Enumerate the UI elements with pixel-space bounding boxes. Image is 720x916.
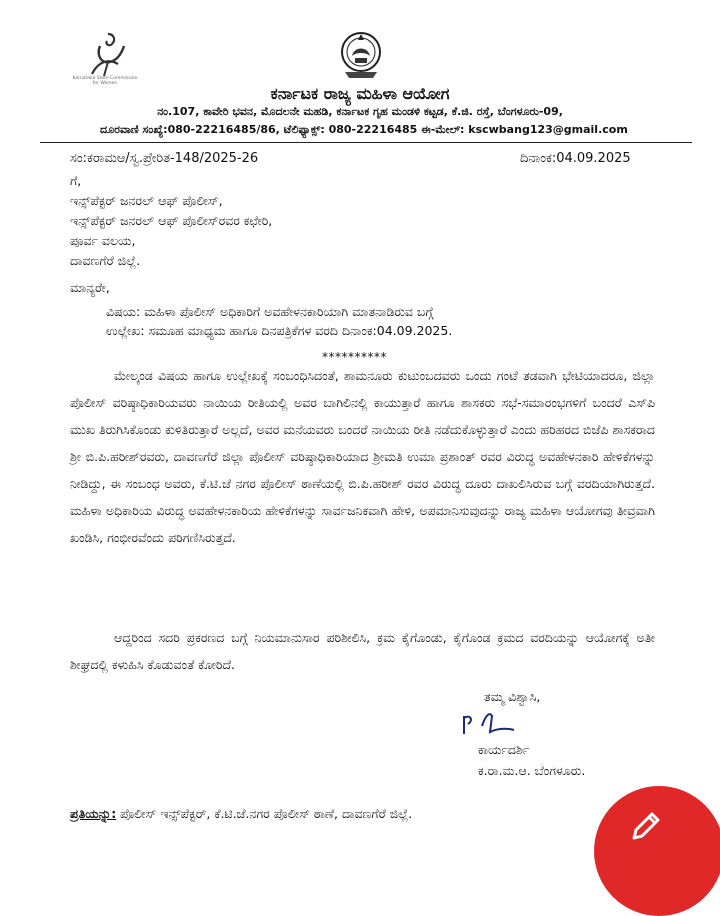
reference-line: ಉಲ್ಲೇಖ: ಸಮೂಹ ಮಾಧ್ಯಮ ಹಾಗೂ ದಿನಪತ್ರಿಕೆಗಳ ವರದಿ ದಿನಾಂಕ:04.09.2025.	[106, 323, 453, 338]
edit-button[interactable]	[594, 786, 720, 916]
body-paragraph-1: ಮೇಲ್ಕಂಡ ವಿಷಯ ಹಾಗೂ ಉಲ್ಲೇಖಕ್ಕೆ ಸಂಬಂಧಿಸಿದಂತೆ, ಶಾಮನೂರು ಕುಟುಂಬದವರು ಒಂದು ಗಂಟೆ ತಡವಾಗಿ ಭೇಟಿಯಾದರೂ, ಜಿಲ್ಲಾ ಪೊಲೀಸ್ ವರಿಷ್ಠಾಧಿಕಾರಿಯವರು ನಾಯಿಯ ರೀತಿಯಲ್ಲಿ ಅವರ ಬಾಗಿಲಿನಲ್ಲಿ ಕಾಯುತ್ತಾರೆ ಹಾಗೂ ಶಾಸಕರು ಸಭೆ-ಸಮಾರಂಭಗಳಿಗೆ ಬಂದರೆ ಎಸ್‌ಪಿ ಮುಖ ತಿರುಗಿಸಿಕೊಂಡು ಕುಳಿತಿರುತ್ತಾರೆ ಅಲ್ಲದೆ, ಅವರ ಮನೆಯವರು ಬಂದರೆ ನಾಯಿಯ ರೀತಿ ನಡೆದುಕೊಳ್ಳುತ್ತಾರೆ ಎಂದು ಹರಿಹರದ ಬಿಜೆಪಿ ಶಾಸಕರಾದ ಶ್ರೀ ಬಿ.ಪಿ.ಹರೀಶ್‌ರವರು, ದಾವಣಗೆರೆ ಜಿಲ್ಲಾ ಪೊಲೀಸ್ ವರಿಷ್ಠಾಧಿಕಾರಿಯಾದ ಶ್ರೀಮತಿ ಉಮಾ ಪ್ರಶಾಂತ್ ರವರ ವಿರುದ್ಧ ಅವಹೇಳನಕಾರಿ ಹೇಳಿಕೆಗಳನ್ನು ನೀಡಿದ್ದು, ಈ ಸಂಬಂಧ ಅವರು, ಕೆ.ಟಿ.ಜೆ ನಗರ ಪೊಲೀಸ್ ಠಾಣೆಯಲ್ಲಿ ಬಿ.ಪಿ.ಹರೀಶ್ ರವರ ವಿರುದ್ಧ ದೂರು ದಾಖಲಿಸಿರುವ ಬಗ್ಗೆ ವರದಿಯಾಗಿರುತ್ತದೆ. ಮಹಿಳಾ ಅಧಿಕಾರಿಯ ವಿರುದ್ಧ ಅವಹೇಳನಕಾರಿಯ ಹೇಳಿಕೆಗಳನ್ನು ಸಾರ್ವಜನಿಕವಾಗಿ ಹೇಳಿ, ಅಪಮಾನಿಸುವುದನ್ನು ರಾಜ್ಯ ಮಹಿಳಾ ಆಯೋಗವು ತೀವ್ರವಾಗಿ ಖಂಡಿಸಿ, ಗಂಭೀರವೆಂದು ಪರಿಗಣಿಸಿರುತ್ತದೆ.	[70, 368, 655, 545]
subject-block	[106, 302, 452, 340]
subject-line: ವಿಷಯ: ಮಹಿಳಾ ಪೊಲೀಸ್ ಅಧಿಕಾರಿಗೆ ಅವಹೇಳನಕಾರಿಯಾಗಿ ಮಾತನಾಡಿರುವ ಬಗ್ಗೆ	[106, 304, 434, 319]
recipient-line: ಇನ್ಸ್‌ಪೆಕ್ಟರ್ ಜನರಲ್ ಆಫ್ ಪೊಲೀಸ್‌ರವರ ಕಛೇರಿ,	[70, 213, 273, 228]
contact-details: ದೂರವಾಣಿ ಸಂಖ್ಯೆ:080-22216485/86, ಟೆಲಿಫ್ಯಾಕ್ಸ್: 080-22216485 ಈ-ಮೇಲ್: kscwbang123@gmail.com	[100, 123, 628, 136]
office-address: ನಂ.107, ಕಾವೇರಿ ಭವನ, ಮೊದಲನೇ ಮಹಡಿ, ಕರ್ನಾಟಕ ಗೃಹ ಮಂಡಳಿ ಕಟ್ಟಡ, ಕೆ.ಜಿ. ರಸ್ತೆ, ಬೆಂಗಳೂರು-09,	[157, 105, 563, 118]
signatory-office: ಕ.ರಾ.ಮ.ಆ. ಬೆಂಗಳೂರು.	[478, 763, 586, 778]
signatory-designation: ಕಾರ್ಯದರ್ಶಿ	[478, 742, 530, 757]
edit-pencil-icon	[622, 808, 662, 842]
recipient-address	[70, 171, 272, 271]
reference-number: ಸಂ:ಕರಾಮಆ/ಸ್ವ.ಪ್ರೇರಿತ-148/2025-26	[70, 151, 259, 166]
copy-to-text: ಪೊಲೀಸ್ ಇನ್ಸ್‌ಪೆಕ್ಟರ್, ಕೆ.ಟಿ.ಜೆ.ನಗರ ಪೊಲೀಸ್ ಠಾಣೆ, ದಾವಣಗೆರೆ ಜಿಲ್ಲೆ.	[116, 806, 413, 821]
header-divider	[40, 142, 692, 143]
copy-to-label: ಪ್ರತಿಯನ್ನು:	[70, 806, 117, 821]
logo-caption: Karnataka State Commission for Women	[72, 76, 138, 86]
body-paragraph-2: ಆದ್ದರಿಂದ ಸದರಿ ಪ್ರಕರಣದ ಬಗ್ಗೆ ನಿಯಮಾನುಸಾರ ಪರಿಶೀಲಿಸಿ, ಕ್ರಮ ಕೈಗೊಂಡು, ಕೈಗೊಂಡ ಕ್ರಮದ ವರದಿಯನ್ನು ಆಯೋಗಕ್ಕೆ ಅತೀ ಶೀಘ್ರದಲ್ಲಿ ಕಳುಹಿಸಿ ಕೊಡುವಂತೆ ಕೋರಿದೆ.	[70, 630, 655, 672]
letter-date: ದಿನಾಂಕ:04.09.2025	[520, 151, 631, 166]
signature-mark	[454, 706, 524, 740]
recipient-line: ಇನ್ಸ್‌ಪೆಕ್ಟರ್ ಜನರಲ್ ಆಫ್ ಪೊಲೀಸ್,	[70, 193, 223, 208]
separator: **********	[322, 350, 387, 364]
copy-to	[70, 806, 412, 822]
closing: ತಮ್ಮ ವಿಶ್ವಾಸಿ,	[484, 689, 541, 704]
recipient-line: ಪೂರ್ವ ವಲಯ,	[70, 233, 136, 248]
salutation: ಮಾನ್ಯರೇ,	[70, 280, 110, 295]
karnataka-state-emblem	[338, 28, 384, 86]
organization-name: ಕರ್ನಾಟಕ ರಾಜ್ಯ ಮಹಿಳಾ ಆಯೋಗ	[270, 84, 450, 103]
recipient-line: ಗೆ,	[70, 173, 82, 188]
recipient-line: ದಾವಣಗೆರೆ ಜಿಲ್ಲೆ.	[70, 253, 141, 268]
